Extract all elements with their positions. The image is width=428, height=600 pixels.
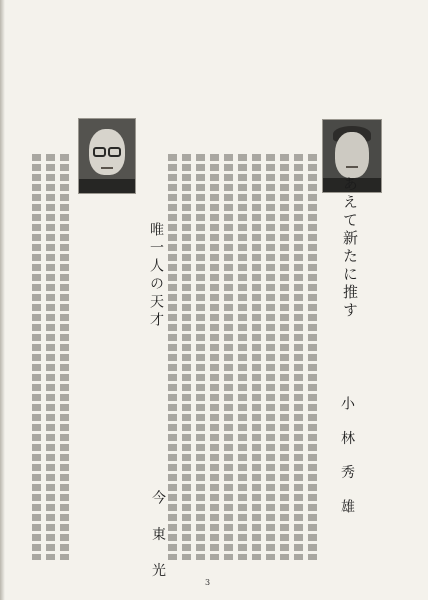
page-number: 3 — [205, 578, 211, 587]
text-line-placeholder — [308, 154, 317, 560]
article-title: あえて新たに推す — [341, 176, 359, 320]
portrait-mouth — [346, 166, 358, 168]
text-line-placeholder — [252, 154, 261, 560]
text-line-placeholder — [238, 154, 247, 560]
author-portrait-photo — [78, 118, 136, 194]
glasses-icon — [93, 147, 106, 157]
article-author: 小 林 秀 雄 — [339, 396, 355, 522]
text-line-placeholder — [210, 154, 219, 560]
text-line-placeholder — [196, 154, 205, 560]
text-line-placeholder — [168, 154, 177, 560]
page-edge-shadow — [0, 0, 5, 600]
text-line-placeholder — [266, 154, 275, 560]
text-line-placeholder — [224, 154, 233, 560]
text-line-placeholder — [294, 154, 303, 560]
article-title: 唯一人の天才 — [148, 222, 164, 330]
portrait-body — [79, 179, 135, 193]
text-line-placeholder — [280, 154, 289, 560]
article-author: 今 東 光 — [150, 490, 166, 586]
text-line-placeholder — [60, 154, 69, 560]
portrait-face — [335, 132, 369, 178]
text-line-placeholder — [46, 154, 55, 560]
text-line-placeholder — [32, 154, 41, 560]
text-line-placeholder — [182, 154, 191, 560]
glasses-icon — [108, 147, 121, 157]
portrait-mouth — [101, 167, 113, 169]
